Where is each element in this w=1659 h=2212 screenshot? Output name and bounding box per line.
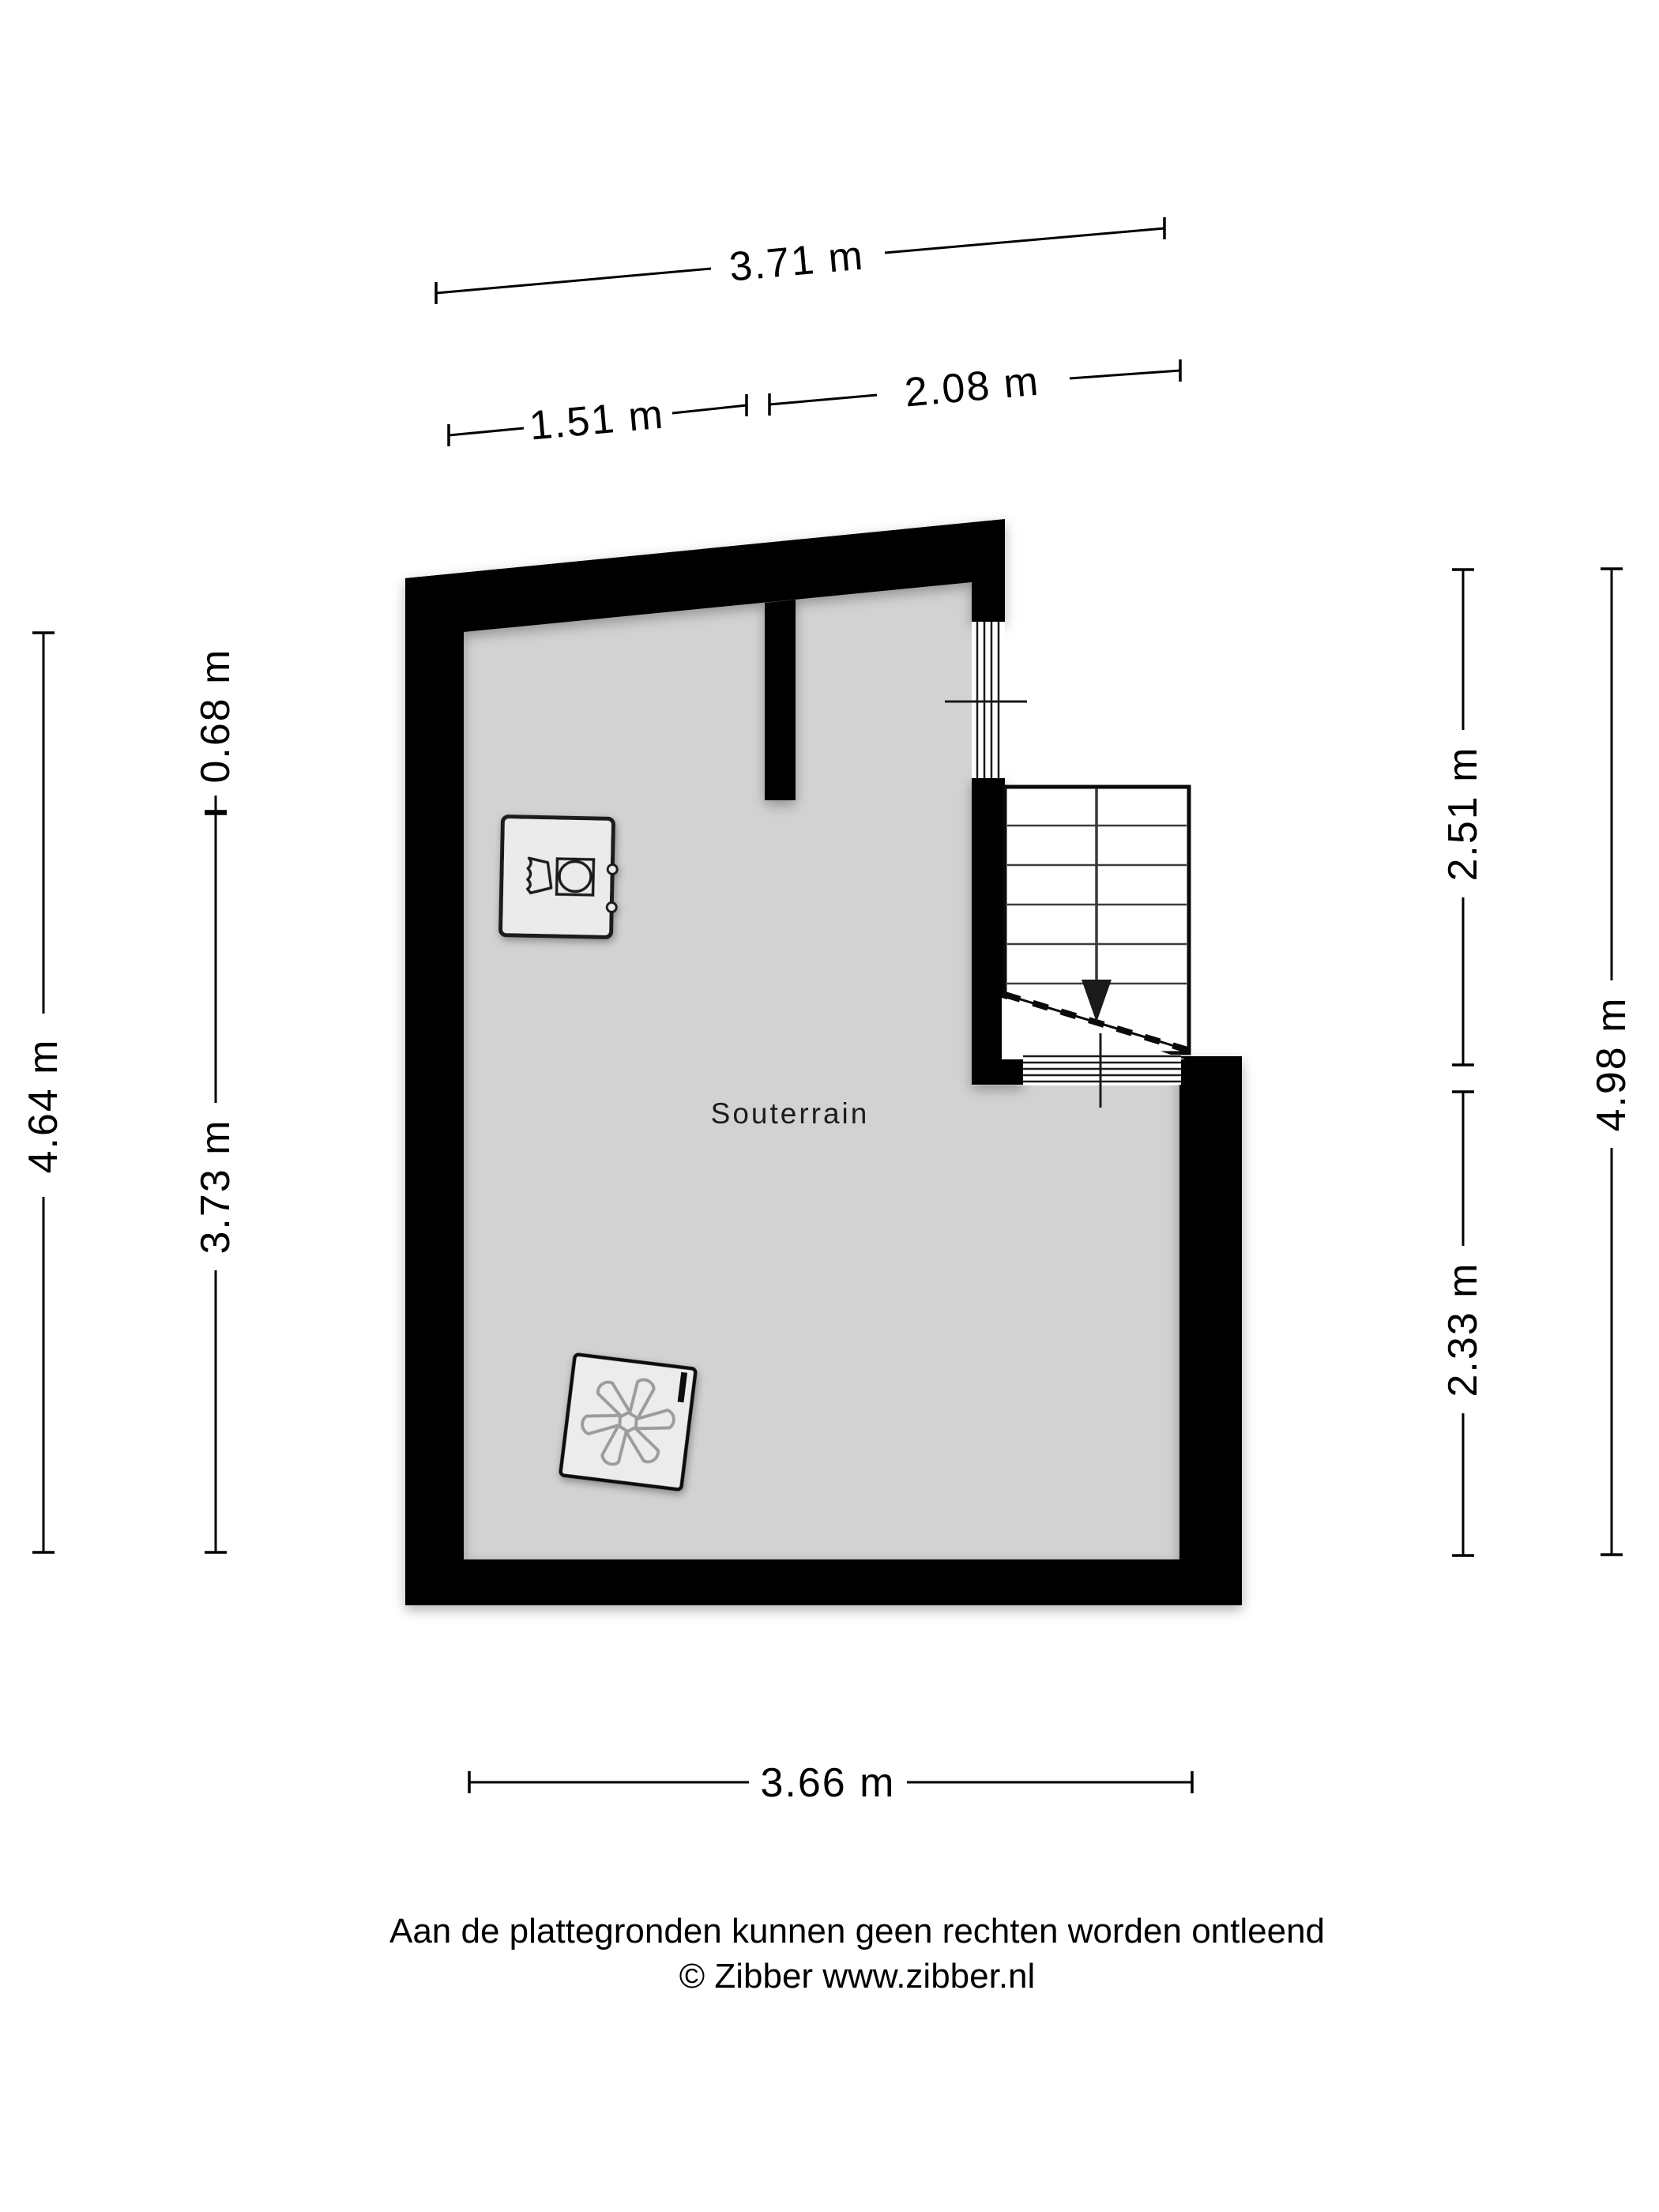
wall-stub (765, 600, 796, 800)
dimension-label: 2.33 m (1440, 1262, 1486, 1398)
dimension-bottom-total (469, 1757, 1192, 1808)
wall-bottom (405, 1559, 1242, 1605)
room-name-label: Souterrain (710, 1097, 870, 1130)
dimension-label: 3.71 m (727, 232, 867, 291)
dimension-label: 3.73 m (193, 1119, 239, 1255)
staircase-down-icon (1002, 787, 1189, 1059)
dimension-label: 3.66 m (760, 1760, 896, 1806)
dimension-label: 4.64 m (21, 1038, 66, 1174)
dimension-label: 1.51 m (527, 391, 667, 450)
dimension-top-total (436, 217, 1164, 304)
dimension-label: 2.08 m (902, 358, 1042, 416)
dimension-left-lower-segment (191, 814, 239, 1552)
washing-machine-icon (500, 817, 618, 938)
wall-right-upper (972, 778, 1005, 1055)
wall-left (405, 573, 464, 1559)
footer-copyright: © Zibber www.zibber.nl (679, 1957, 1036, 1996)
dimension-left-total (19, 633, 66, 1552)
dimension-right-total (1587, 569, 1635, 1555)
dimension-label: 2.51 m (1440, 746, 1486, 882)
dimension-top-left-segment (449, 392, 747, 450)
footer (389, 1912, 1325, 1996)
dimension-label: 0.68 m (193, 648, 239, 784)
wall-right-lower (1179, 1056, 1242, 1605)
dimension-label: 4.98 m (1589, 996, 1635, 1132)
ventilation-fan-icon (560, 1354, 696, 1490)
dimension-top-right-segment (769, 359, 1180, 416)
dimension-right-lower-segment (1439, 1092, 1486, 1556)
dimension-left-upper-segment (191, 634, 239, 811)
footer-disclaimer: Aan de plattegronden kunnen geen rechten worden ontleend (389, 1912, 1326, 1951)
dimension-right-upper-segment (1439, 570, 1486, 1065)
floor-plan (405, 519, 1242, 1605)
